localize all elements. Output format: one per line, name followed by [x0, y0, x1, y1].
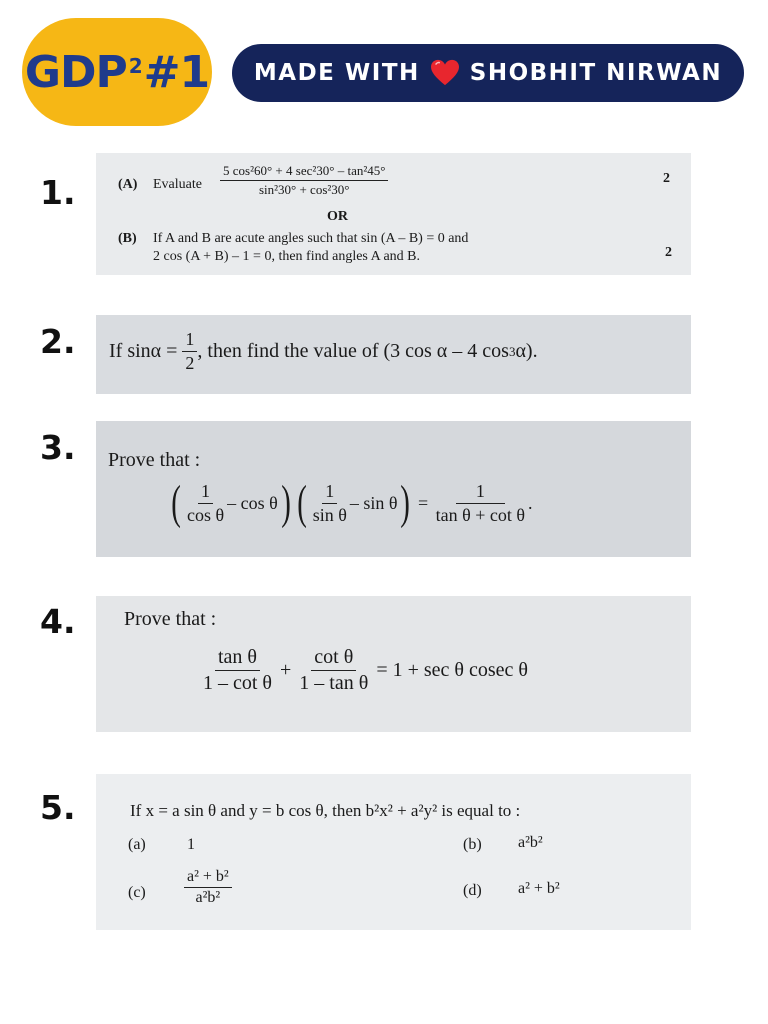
badge-tail: #1	[143, 46, 210, 98]
q5-opt-c-label: (c)	[128, 884, 146, 901]
q2-sup: 3	[508, 343, 516, 359]
q4-frac-2-den: 1 – tan θ	[299, 672, 369, 694]
q5-opt-b-label: (b)	[463, 836, 482, 853]
question-card-5	[96, 774, 691, 930]
q5-opt-a-label: (a)	[128, 836, 146, 853]
q4-frac-2-num: cot θ	[311, 646, 356, 671]
q5-opt-b: a²b²	[518, 834, 543, 851]
q1-b-line2: 2 cos (A + B) – 1 = 0, then find angles A and B.	[153, 249, 420, 264]
q2-suffix: , then find the value of (3 cos α – 4 cos	[197, 340, 509, 362]
badge-sup: 2	[128, 54, 142, 78]
q3-minus-sin: – sin θ	[349, 492, 398, 513]
question-number-5: 5.	[40, 788, 76, 827]
q4-rhs: = 1 + sec θ cosec θ	[376, 659, 528, 681]
question-number-2: 2.	[40, 322, 76, 361]
q5-opt-c-den: a²b²	[195, 889, 221, 906]
q3-frac-1-num: 1	[198, 481, 213, 504]
q3-frac-2	[310, 481, 350, 526]
question-card-2	[96, 315, 691, 394]
question-number-3: 3.	[40, 428, 76, 467]
question-number-4: 4.	[40, 602, 76, 641]
q5-opt-d-label: (d)	[463, 882, 482, 899]
q4-equation	[200, 646, 528, 695]
q3-frac-2-den: sin θ	[312, 504, 347, 525]
q1-b-line1: If A and B are acute angles such that sin (A – B) = 0 and	[153, 231, 469, 246]
question-card-1	[96, 153, 691, 275]
q5-opt-c	[184, 868, 232, 907]
q3-rhs-frac	[433, 481, 528, 526]
q3-frac-2-num: 1	[322, 481, 337, 504]
q1-a-label: (A)	[118, 177, 138, 192]
q3-period: .	[528, 492, 533, 513]
q1-or: OR	[327, 209, 348, 224]
made-with-banner	[232, 44, 744, 102]
q1-marks-b: 2	[665, 245, 672, 260]
q2-text	[109, 329, 538, 374]
q3-frac-1-den: cos θ	[186, 504, 225, 525]
q1-marks-a: 2	[663, 171, 670, 186]
q3-title: Prove that :	[108, 449, 201, 471]
q3-rhs-num: 1	[456, 481, 505, 504]
q5-opt-a: 1	[187, 836, 195, 853]
q1-a-numerator: 5 cos²60° + 4 sec²30° – tan²45°	[220, 163, 388, 181]
q1-a-text: Evaluate	[153, 177, 202, 192]
q2-numerator: 1	[182, 329, 197, 352]
q4-title: Prove that :	[124, 608, 217, 630]
question-card-3	[96, 421, 691, 557]
q3-equation: ( $\frac{1}{\text{cos θ}}$ – cos θ ) ( $\frac{1}{\text{sin θ}}$ – sin θ ) = $\frac{1}{\text{tan θ + cot θ}}$ .	[171, 476, 533, 529]
q3-equals: =	[417, 492, 429, 513]
q3-frac-1	[184, 481, 227, 526]
q4-frac-2	[296, 646, 371, 695]
question-card-4	[96, 596, 691, 732]
q1-a-fraction	[220, 163, 388, 198]
q5-opt-d: a² + b²	[518, 880, 560, 897]
q2-denominator: 2	[185, 353, 195, 373]
made-with-label: MADE WITH	[253, 60, 420, 86]
q1-b-label: (B)	[118, 231, 137, 246]
heart-icon	[430, 59, 460, 87]
q5-opt-c-num: a² + b²	[184, 868, 232, 888]
question-number-1: 1.	[40, 173, 76, 212]
q4-frac-1	[200, 646, 275, 695]
q3-minus-cos: – cos θ	[227, 492, 278, 513]
q1-a-denominator: sin²30° + cos²30°	[258, 182, 350, 197]
author-name: SHOBHIT NIRWAN	[469, 60, 723, 86]
q5-stem: If x = a sin θ and y = b cos θ, then b²x² + a²y² is equal to :	[130, 801, 521, 820]
q4-frac-1-num: tan θ	[215, 646, 260, 671]
q4-plus: +	[280, 659, 292, 681]
q3-rhs-den: tan θ + cot θ	[435, 504, 526, 525]
badge-main: GDP	[24, 46, 127, 98]
q2-fraction	[182, 329, 197, 374]
q2-end: α).	[515, 340, 538, 362]
q4-frac-1-den: 1 – cot θ	[203, 672, 273, 694]
gdp-badge	[22, 18, 212, 126]
q2-prefix: If sinα =	[109, 340, 178, 362]
